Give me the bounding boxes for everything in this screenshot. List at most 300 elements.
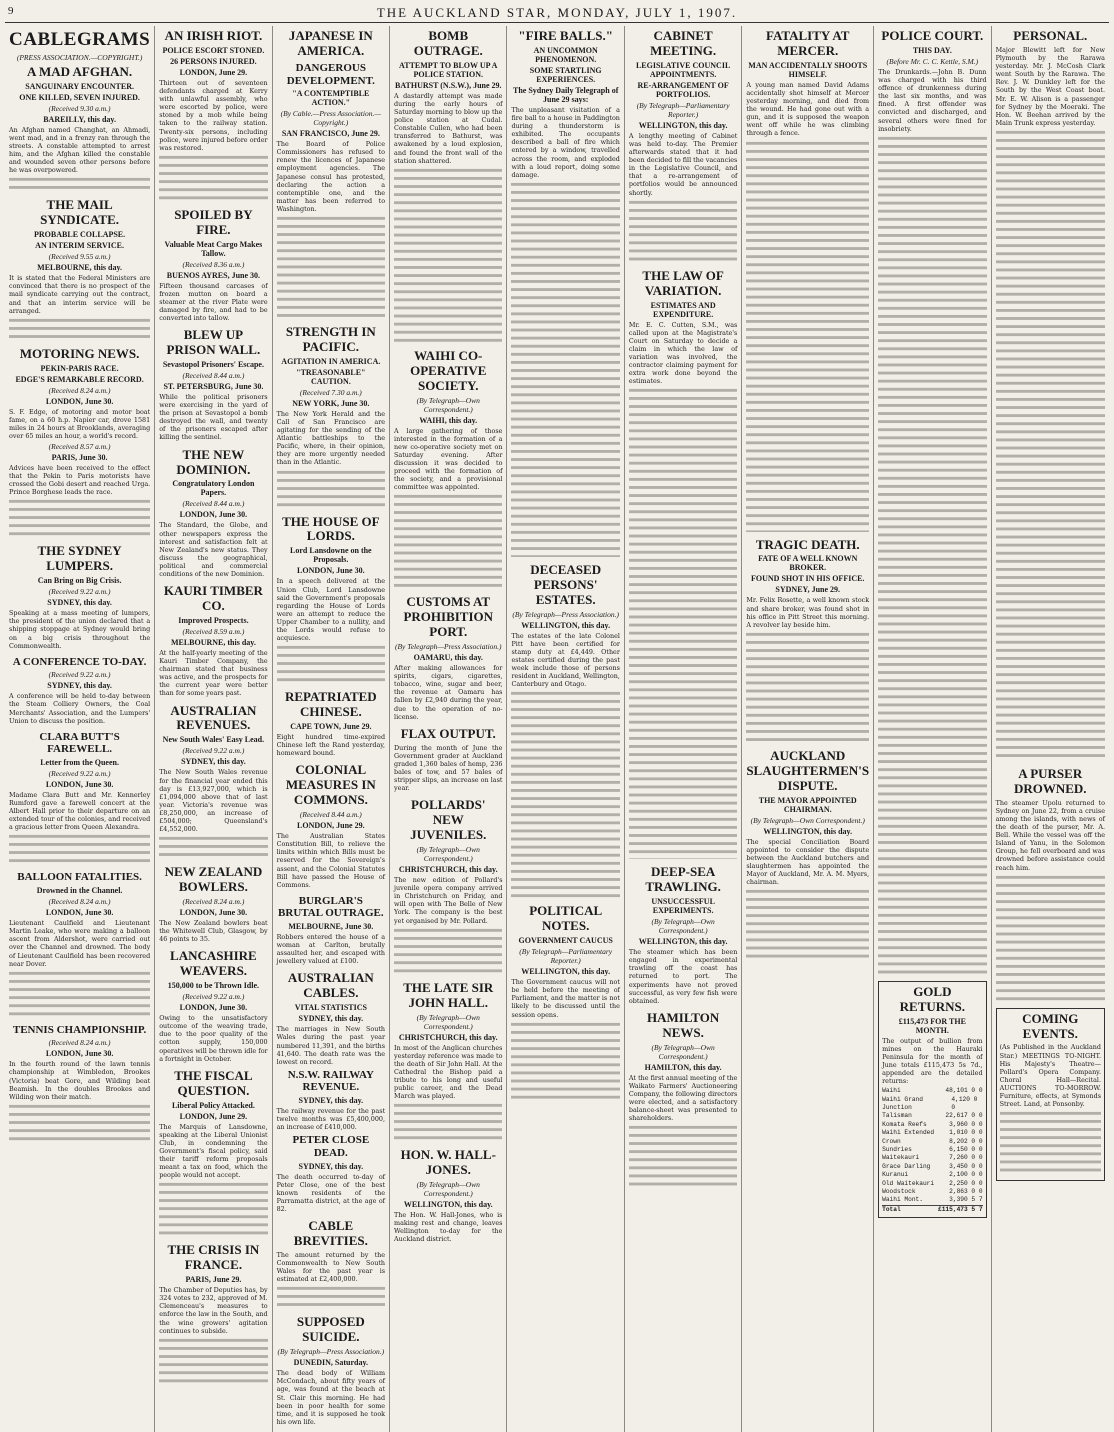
article-body: A large gathering of those interested in the formation of a new co-operative society met on Saturday evening. After discussion it was decided to proceed with the formation of the society, and a provisional committee was appointed.	[394, 426, 503, 492]
mine-value: 8,202 0 0	[949, 1137, 983, 1145]
article-body: The New Zealand bowlers beat the Whitewell Club, Glasgow, by 46 points to 35.	[159, 919, 268, 944]
headline: CLARA BUTT'S FAREWELL.	[39, 730, 120, 756]
dateline: LONDON, June 30.	[179, 510, 248, 520]
column-text-continuation	[394, 493, 502, 589]
dateline: DUNEDIN, Saturday.	[293, 1358, 369, 1368]
headline: "FIRE BALLS."	[518, 28, 613, 43]
article-mail-syndicate	[9, 198, 150, 340]
dateline: WELLINGTON, this day.	[638, 937, 728, 947]
column-text-continuation	[159, 1181, 267, 1237]
article-body: Mr. Felix Rosette, a well known stock and share broker, was found shot in his office in Pitt Street this morning. A revolver lay beside him.	[746, 596, 870, 629]
dateline: SYDNEY, this day.	[47, 681, 112, 691]
subheadline: Drowned in the Channel.	[36, 886, 123, 896]
article-repatriated-chinese	[277, 690, 385, 757]
article-deceased-estates	[511, 563, 619, 898]
article-flax-output	[394, 727, 502, 793]
masthead-title: THE AUCKLAND STAR, MONDAY, JULY 1, 1907.	[376, 5, 738, 20]
article-pacific	[277, 325, 385, 509]
article-body: The amount returned by the Commonwealth to New South Wales for the past year is estimated at £2,400,000.	[276, 1250, 386, 1284]
mine-value: 3,960 0 0	[949, 1120, 983, 1128]
headline: BURGLAR'S BRUTAL OUTRAGE.	[278, 894, 384, 920]
deck: "TREASONABLE" CAUTION.	[296, 367, 366, 386]
headline: A PURSER DROWNED.	[1013, 765, 1087, 796]
headline: THE CRISIS IN FRANCE.	[167, 1242, 260, 1273]
credit: (By Telegraph—Press Association.)	[512, 609, 619, 619]
article-body: Owing to the unsatisfactory outcome of the weaving trade, due to the poor quality of the cotton supply, 150,000 operatives will be thrown idle for a fortnight in October.	[159, 1014, 268, 1063]
column-text-continuation	[629, 1124, 737, 1188]
received-time: (Received 8.24 a.m.)	[48, 1038, 111, 1048]
article-personal	[996, 29, 1105, 761]
column-text-continuation	[511, 181, 619, 557]
dateline: LONDON, June 30.	[45, 780, 114, 790]
dateline: MELBOURNE, this day.	[170, 637, 256, 647]
received-time: (Received 8.44 a.m.)	[182, 371, 245, 380]
article-house-of-lords	[277, 515, 385, 685]
credit: (By Telegraph—Own Correspondent.)	[651, 1042, 715, 1061]
subheadline: THIS DAY.	[912, 45, 952, 55]
mine-name: Sundries	[882, 1145, 912, 1153]
headline: DECEASED PERSONS' ESTATES.	[530, 561, 602, 607]
mine-name: Waitekauri	[882, 1154, 920, 1162]
headline: THE LAW OF VARIATION.	[642, 267, 724, 298]
deck: AN INTERIM SERVICE.	[35, 241, 125, 251]
column-text-continuation	[996, 129, 1105, 761]
article-tennis	[9, 1024, 150, 1143]
gold-returns-row	[882, 1096, 982, 1113]
dateline: BATHURST (N.S.W.), June 29.	[394, 80, 502, 90]
headline: AUSTRALIAN REVENUES.	[170, 702, 257, 733]
subheadline: ESTIMATES AND EXPENDITURE.	[650, 300, 716, 319]
article-body: The output of bullion from mines on the Hauraki Peninsula for the month of June totals £115,473 5s 7d., appended are the detailed returns:	[882, 1036, 983, 1086]
article-body: During the month of June the Government grader at Auckland graded 1,360 bales of hemp, 236 bales of tow, and 57 bales of stripper slips, an increase on last year.	[394, 743, 503, 793]
article-prison-wall	[159, 328, 267, 441]
headline: THE MAIL SYNDICATE.	[40, 197, 120, 228]
article-body: The steamer which has been engaged in experimental trawling off the coast has returned to port. The experiments have not proved successful, as very few fish were obtained.	[628, 948, 738, 1005]
article-burglar	[277, 895, 385, 966]
dateline: WELLINGTON, this day.	[763, 826, 853, 836]
article-motoring	[9, 347, 150, 539]
gold-returns-row	[882, 1196, 982, 1204]
headline: JAPANESE IN AMERICA.	[288, 28, 373, 58]
mine-value: 7,260 0 0	[949, 1154, 983, 1162]
headline: HON. W. HALL-JONES.	[400, 1147, 496, 1178]
dateline: LONDON, June 30.	[45, 908, 114, 918]
article-irish-riot	[159, 29, 267, 202]
gold-returns-row	[882, 1163, 982, 1171]
received-time: (Received 8.57 a.m.)	[48, 442, 111, 451]
dateline: LONDON, June 30.	[45, 1049, 114, 1059]
article-hall-jones	[394, 1148, 502, 1243]
article-body: Advices have been received to the effect that the Pekin to Paris motorists have crossed the Gobi desert and reached Urga. Prince Borghese leads the race.	[9, 464, 151, 497]
mine-name: Old Waitekauri	[882, 1179, 935, 1187]
credit: (By Telegraph—Press Association.)	[277, 1347, 385, 1357]
mine-value: 3,450 0 0	[949, 1162, 983, 1170]
received-time: (Received 9.22 a.m.)	[182, 992, 245, 1002]
headline: THE HOUSE OF LORDS.	[282, 513, 380, 544]
article-body: A dastardly attempt was made during the early hours of Saturday morning to blow up the police station at Cudal. Constable Cullen, who had been transferred to Bathurst, was awakened by a loud explosion, and found the front wall of the station shattered.	[394, 91, 503, 165]
received-time: (Received 8.44 a.m.)	[182, 499, 245, 509]
article-body: Fifteen thousand carcases of frozen mutton on board a steamer at the river Plate were damaged by fire, and had to be converted into tallow.	[159, 281, 268, 323]
subheadline: Lord Lansdowne on the Proposals.	[290, 546, 372, 565]
article-body: The Australian States Constitution Bill, to relieve the limits within which Bills must be reserved for the Sovereign's assent, and the Colonial Statutes Bill have passed the House of Commons.	[276, 832, 386, 889]
subheadline: UNSUCCESSFUL EXPERIMENTS.	[651, 897, 715, 916]
gold-returns-row	[882, 1121, 982, 1129]
article-pollards	[394, 798, 502, 974]
dateline: WELLINGTON, this day.	[638, 120, 728, 130]
subheadline: VITAL STATISTICS	[294, 1003, 367, 1013]
dateline: SYDNEY, this day.	[298, 1096, 364, 1106]
deck: "A CONTEMPTIBLE ACTION."	[292, 89, 370, 108]
subheadline: GOVERNMENT CAUCUS	[518, 936, 613, 946]
headline: STRENGTH IN PACIFIC.	[285, 324, 376, 354]
article-crisis-france	[159, 1243, 267, 1384]
received-time: (Received 9.30 a.m.)	[48, 103, 111, 113]
dateline: LONDON, June 30.	[179, 908, 248, 918]
headline: BLEW UP PRISON WALL.	[166, 327, 261, 358]
article-cablegrams	[9, 29, 150, 192]
deck: ATTEMPT TO BLOW UP A POLICE STATION.	[399, 60, 498, 79]
article-cabinet-meeting	[629, 29, 737, 263]
subheadline: PROBABLE COLLAPSE.	[34, 230, 126, 240]
article-tragic-death	[746, 538, 869, 743]
article-body: At the first annual meeting of the Waikato Farmers' Auctioneering Company, the following directors were elected, and a satisfactory balance-sheet was presented to shareholders.	[628, 1073, 738, 1123]
headline: THE SYDNEY LUMPERS.	[37, 543, 122, 574]
article-body: The Government caucus will not be held before the meeting of Parliament, and the matter is not likely to be discussed until the session opens.	[511, 978, 620, 1019]
column-text-continuation	[746, 631, 869, 743]
column-text-continuation	[629, 199, 737, 263]
subheadline: Liberal Policy Attacked.	[171, 1100, 255, 1110]
dateline: OAMARU, this day.	[413, 653, 483, 663]
subheadline: THE MAYOR APPOINTED CHAIRMAN.	[758, 795, 857, 814]
article-body: The New South Wales revenue for the financial year ended this day is £13,927,000, which is £1,094,000 above that of last year. Victoria's revenue was £8,250,000, an increase of £504,000; Queensland's £4,552,000.	[159, 768, 268, 834]
dateline: PARIS, June 29.	[185, 1275, 242, 1285]
columns	[5, 26, 1109, 1426]
mine-value: 2,100 0 0	[949, 1171, 983, 1179]
column-text-continuation	[277, 1285, 385, 1309]
gold-returns-row	[882, 1146, 982, 1154]
article-supposed-suicide	[277, 1315, 385, 1426]
article-customs	[394, 595, 502, 720]
mine-value: 1,010 0 0	[949, 1129, 983, 1137]
article-body: Lieutenant Caulfield and Lieutenant Martin Leake, who were making a balloon ascent from Aldershot, were carried out over the Channel and drowned. The body of Lieutenant Caulfield has been recovered near Dover.	[9, 919, 151, 968]
headline: GOLD RETURNS.	[899, 983, 966, 1014]
article-kauri-timber	[159, 584, 267, 697]
article-body: Eight hundred time-expired Chinese left the Rand yesterday, homeward bound.	[276, 733, 386, 758]
gold-returns-total	[882, 1205, 982, 1214]
dateline: WAIHI, this day.	[419, 415, 478, 425]
article-body: The Hon. W. Hall-Jones, who is making rest and change, leaves Wellington to-day for the Auckland district.	[394, 1211, 503, 1244]
article-conference	[9, 656, 150, 725]
article-body: The Board of Police Commissioners has refused to renew the licences of Japanese employment agencies. The Japanese consul has protested, declaring the action a contemptible one, and the matter has been referred to Washington.	[276, 140, 386, 213]
headline: THE NEW DOMINION.	[176, 446, 251, 477]
headline: POLICE COURT.	[881, 28, 984, 43]
dateline: SYDNEY, this day.	[181, 757, 246, 767]
article-body: Major Blewitt left for New Plymouth by the Rarawa yesterday. Mr. J. McCosh Clark went South by the Rarawa. The Rev. J. W. Dunkley left for the South by the West Coast boat. Mr. E. W. Alison is a passenger for Sydney by the Moeraki. The Hon. W. Beehan arrived by the Main Trunk express yesterday.	[995, 45, 1105, 127]
article-body: The death occurred to-day of Peter Close, one of the best known residents of the Parramatta district, at the age of 82.	[276, 1172, 386, 1213]
mine-name: Waihi Mont.	[882, 1196, 923, 1204]
credit: (By Telegraph—Own Correspondent.)	[416, 1012, 480, 1031]
headline: CUSTOMS AT PROHIBITION PORT.	[403, 594, 494, 640]
dateline: LONDON, June 30.	[297, 566, 365, 576]
headline: TRAGIC DEATH.	[755, 536, 860, 552]
dateline: SYDNEY, June 29.	[775, 585, 841, 595]
received-time: (Received 8.36 a.m.)	[182, 259, 245, 269]
headline: BOMB OUTRAGE.	[413, 28, 483, 58]
mine-name: Grace Darling	[882, 1162, 931, 1170]
column-text-continuation	[629, 387, 737, 859]
subheadline: AN UNCOMMON PHENOMENON.	[533, 45, 598, 64]
gold-returns-row	[882, 1188, 982, 1196]
column-text-continuation	[394, 167, 502, 343]
credit: (By Cable.—Press Association.—Copyright.)	[280, 109, 382, 128]
article-japanese	[277, 29, 385, 319]
article-body: The Marquis of Lansdowne, speaking at the Liberal Unionist Club, in condemning the Government's fiscal policy, said their tariff reform proposals meant a tax on food, which the people would not accept.	[159, 1122, 268, 1180]
dateline: SAN FRANCISCO, June 29.	[281, 129, 380, 139]
headline: FLAX OUTPUT.	[400, 725, 496, 741]
article-body: In a speech delivered at the Union Club, Lord Lansdowne said the Government's proposals regarding the House of Lords were an attempt to reduce the Upper Chamber to a nullity, and the Lords would refuse to acquiesce.	[276, 577, 386, 643]
headline: BALLOON FATALITIES.	[17, 871, 142, 884]
article-body: The Drunkards.—John B. Dunn was charged with his third offence of drunkenness during the last six months, and was fined. A first offender was convicted and discharged, and several others were fined for insobriety.	[878, 67, 987, 133]
article-body: The Chamber of Deputies has, by 324 votes to 232, approved of M. Clemenceau's measures to enforce the law in the South, and the wine growers' agitation continues to subside.	[159, 1286, 268, 1335]
column-text-continuation	[277, 469, 385, 509]
subheadline: Congratulatory London Papers.	[172, 479, 255, 498]
subheadline: DANGEROUS DEVELOPMENT.	[286, 61, 375, 87]
headline: AUCKLAND SLAUGHTERMEN'S DISPUTE.	[746, 747, 870, 793]
credit: (By Telegraph—Parliamentary Reporter.)	[636, 100, 730, 119]
article-body: A young man named David Adams accidentally shot himself at Mercer yesterday morning, and died from the wound. He had gone out with a gun, and it is supposed the weapon went off while he was climbing through a fence.	[746, 80, 870, 138]
gold-returns-row	[882, 1154, 982, 1162]
credit: (By Telegraph—Parliamentary Reporter.)	[519, 947, 613, 966]
section-title: CABLEGRAMS	[9, 29, 151, 50]
article-australian-revenues	[159, 704, 267, 860]
article-cable-brevities	[277, 1219, 385, 1309]
subheadline: Improved Prospects.	[178, 615, 249, 625]
headline: WAIHI CO-OPERATIVE SOCIETY.	[410, 347, 487, 393]
article-body: In the fourth round of the lawn tennis championship at Wimbledon, Brookes (Victoria) beat Gore, and Wilding beat Beamish. In the doubles Brookes and Wilding won their match.	[9, 1060, 151, 1101]
article-body: The dead body of William McCondach, about fifty years of age, was found at the beach at St. Clair this morning. He had been in poor health for some time, and it is supposed he took his own life.	[276, 1369, 386, 1426]
headline: COLONIAL MEASURES IN COMMONS.	[285, 762, 376, 808]
received-time: (Received 9.55 a.m.)	[48, 252, 111, 262]
deck: FOUND SHOT IN HIS OFFICE.	[751, 574, 865, 584]
deck: RE-ARRANGEMENT OF PORTFOLIOS.	[637, 80, 729, 99]
mine-value: 2,250 0 0	[949, 1179, 983, 1187]
column-7	[742, 26, 874, 1432]
mine-name: Komata Reefs	[882, 1120, 927, 1128]
article-body: The New York Herald and the Call of San Francisco are agitating for the sending of the Atlantic battleships to the Pacific, where, in their opinion, they are more urgently needed than in the Atlantic.	[276, 409, 386, 467]
headline: THE FISCAL QUESTION.	[174, 1067, 253, 1098]
article-police-court	[878, 29, 986, 975]
subheadline: AGITATION IN AMERICA.	[281, 356, 381, 366]
column-text-continuation	[159, 835, 267, 859]
headline: N.S.W. RAILWAY REVENUE.	[287, 1068, 374, 1094]
headline: A CONFERENCE TO-DAY.	[12, 655, 147, 668]
article-bomb-outrage	[394, 29, 502, 343]
column-text-continuation	[394, 1102, 502, 1142]
mine-name: Waihi Grand Junction	[882, 1095, 923, 1111]
subheadline: Valuable Meat Cargo Makes Tallow.	[164, 239, 263, 258]
column-text-continuation	[511, 1021, 619, 1101]
headline: CABLE BREVITIES.	[293, 1218, 368, 1249]
received-time: (Received 8.44 a.m.)	[299, 810, 362, 820]
column-text-continuation	[9, 317, 150, 341]
article-body: While the political prisoners were exercising in the yard of the prison at Sevastopol a bomb destroyed the wall, and twenty of the prisoners escaped after killing the sentinel.	[159, 393, 268, 442]
dateline: LONDON, June 29.	[297, 821, 365, 831]
article-body: The steamer Upolu returned to Sydney on June 22, from a cruise among the islands, with news of the death of the purser, Mr. A. Bell. While the vessel was off the Island of Yanu, in the Solomon Group, he fell overboard and was drowned before assistance could reach him.	[995, 798, 1105, 872]
subheadline: Can Bring on Big Crisis.	[37, 576, 122, 586]
received-time: (Received 8.24 a.m.)	[48, 385, 111, 395]
credit: (By Telegraph—Own Correspondent.)	[416, 845, 480, 864]
credit: (By Telegraph—Own Correspondent.)	[651, 917, 715, 936]
received-time: (Received 8.24 a.m.)	[182, 897, 245, 907]
article-body: Madame Clara Butt and Mr. Kennerley Rumford gave a farewell concert at the Albert Hall prior to their departure on an extended tour of the colonies, and received a gracious letter from Queen Alexandra.	[9, 791, 151, 832]
received-time: (Received 8.59 a.m.)	[182, 626, 245, 636]
article-body: The new edition of Pollard's juvenile opera company arrived in Christchurch on Friday, and will open with The Belle of New York. The company is the best yet organised by Mr. Pollard.	[394, 876, 503, 925]
article-fire-balls	[511, 29, 619, 557]
received-time: (Received 9.22 a.m.)	[48, 769, 111, 779]
article-political-notes	[511, 904, 619, 1100]
column-text-continuation	[159, 154, 267, 202]
dateline: BUENOS AYRES, June 30.	[166, 270, 261, 280]
article-colonial-measures	[277, 763, 385, 888]
credit: (By Telegraph—Own Correspondent.)	[416, 1180, 480, 1199]
dateline: The Sydney Daily Telegraph of June 29 says:	[513, 85, 619, 104]
article-body: The unpleasant visitation of a fire ball to a house in Paddington during a thunderstorm is exhibited. The occupants described a ball of fire which entered by a window, travelled across the room, and exploded with a loud report, doing some damage.	[511, 105, 620, 179]
headline: SPOILED BY FIRE.	[174, 206, 253, 237]
dateline: WELLINGTON, this day.	[521, 620, 611, 630]
article-deep-sea-trawling	[629, 865, 737, 1005]
dateline: LONDON, June 29.	[179, 67, 248, 77]
subheadline: PEKIN-PARIS RACE.	[40, 363, 119, 373]
article-sir-john-hall	[394, 981, 502, 1143]
article-body: Robbers entered the house of a woman at Carlton, brutally assaulted her, and escaped with jewellery valued at £100.	[276, 933, 386, 966]
article-body: The special Conciliation Board appointed to consider the dispute between the Auckland butchers and slaughtermen has appointed the Mayor of Auckland, Mr. A. M. Myers, chairman.	[746, 837, 870, 887]
mine-value: 48,101 0 0	[945, 1087, 983, 1095]
mine-name: Waihi	[882, 1087, 901, 1095]
headline: A MAD AFGHAN.	[27, 63, 133, 79]
headline: TENNIS CHAMPIONSHIP.	[12, 1023, 147, 1036]
article-australian-cables	[277, 971, 385, 1213]
column-5	[507, 26, 624, 1432]
dateline: SYDNEY, this day.	[298, 1161, 364, 1171]
mine-name: Crown	[882, 1137, 901, 1145]
column-text-continuation	[277, 215, 385, 319]
article-body: Mr. E. C. Cutten, S.M., was called upon at the Magistrate's Court on Saturday to decide a claim in which the law of variation was involved, the contractor claiming payment for extra work done beyond the estimates.	[628, 320, 738, 386]
dateline: PARIS, June 30.	[51, 453, 108, 462]
mine-value: 22,617 0 0	[945, 1112, 983, 1120]
deck: EDGE'S REMARKABLE RECORD.	[15, 374, 144, 384]
column-4	[390, 26, 507, 1432]
column-text-continuation	[9, 176, 150, 192]
deck: 26 PERSONS INJURED.	[170, 56, 257, 66]
headline: HAMILTON NEWS.	[646, 1009, 720, 1040]
dateline: SYDNEY, this day.	[47, 598, 112, 608]
total-value: £115,473 5 7	[938, 1205, 983, 1213]
dateline: LONDON, June 30.	[179, 1003, 248, 1013]
article-new-dominion	[159, 448, 267, 579]
article-lancashire	[159, 949, 267, 1062]
column-9	[992, 26, 1109, 1432]
headline: POLLARDS' NEW JUVENILES.	[410, 797, 487, 843]
column-2	[155, 26, 272, 1432]
article-waihi	[394, 349, 502, 590]
credit: (PRESS ASSOCIATION.—COPYRIGHT.)	[16, 52, 143, 62]
column-text-continuation	[996, 874, 1105, 1002]
headline: KAURI TIMBER CO.	[163, 583, 263, 614]
article-balloon	[9, 871, 150, 1017]
column-text-continuation	[1000, 1110, 1101, 1174]
article-spoiled-by-fire	[159, 208, 267, 322]
article-fatality-mercer	[746, 29, 869, 532]
deck: ONE KILLED, SEVEN INJURED.	[19, 92, 140, 102]
headline: COMING EVENTS.	[1022, 1010, 1079, 1041]
article-body: The Standard, the Globe, and other newspapers express the interest and satisfaction felt at New Zealand's new status. They discuss the geographical, political and commercial conditions of the new Dominion.	[159, 521, 268, 578]
article-body: The railway revenue for the past twelve months was £5,400,000, an increase of £410,000.	[276, 1107, 386, 1132]
column-6	[625, 26, 742, 1432]
credit: (By Telegraph—Press Association.)	[394, 642, 502, 652]
column-text-continuation	[746, 140, 869, 532]
deck: SOME STARTLING EXPERIENCES.	[529, 65, 602, 84]
gold-returns-row	[882, 1138, 982, 1146]
column-text-continuation	[9, 833, 150, 865]
coming-events-box	[996, 1008, 1105, 1182]
mine-value: 6,150 0 0	[949, 1145, 983, 1153]
mine-value: 4,120 0 0	[951, 1095, 978, 1111]
article-body: In most of the Anglican churches yesterday reference was made to the death of Sir John Hall. At the Cathedral the Bishop paid a tribute to his long and useful public career, and the Dead March was played.	[394, 1043, 503, 1101]
article-fiscal	[159, 1069, 267, 1238]
gold-returns-table	[882, 1087, 982, 1214]
headline: PERSONAL.	[1013, 28, 1088, 43]
masthead	[5, 4, 1109, 23]
headline: NEW ZEALAND BOWLERS.	[164, 864, 263, 895]
article-body: (As Published in the Auckland Star.) MEETINGS TO-NIGHT. His Majesty's Theatre—Pollard's Opera Company. Choral Hall—Recital. AUCTIONS TO-MORROW. Furniture, effects, at Symonds Street. Land, at Ponsonby.	[999, 1043, 1101, 1109]
received-time: (Received 9.22 a.m.)	[48, 587, 111, 597]
subheadline: LEGISLATIVE COUNCIL APPOINTMENTS.	[635, 60, 731, 79]
article-body: The estates of the late Colonel Pitt have been certified for stamp duty at £4,449. Other estates certified during the past week include those of persons resident in Auckland, Wellington, Canterbury and Otago.	[511, 631, 620, 689]
article-hamilton-news	[629, 1011, 737, 1188]
column-8	[874, 26, 991, 1432]
headline: AUSTRALIAN CABLES.	[287, 970, 374, 1001]
subheadline: 150,000 to be Thrown Idle.	[167, 981, 260, 991]
subheadline: MAN ACCIDENTALLY SHOOTS HIMSELF.	[748, 60, 868, 79]
headline: REPATRIATED CHINESE.	[284, 689, 377, 720]
article-clara-butt	[9, 731, 150, 866]
dateline: WELLINGTON, this day.	[403, 1200, 493, 1210]
headline: POLITICAL NOTES.	[529, 903, 603, 934]
column-text-continuation	[746, 888, 869, 960]
dateline: CAPE TOWN, June 29.	[290, 722, 372, 732]
subheadline: Letter from the Queen.	[40, 758, 119, 768]
article-body: It is stated that the Federal Ministers are convinced that there is no prospect of the mail syndicate carrying out the contract, and that an interim service will be arranged.	[9, 274, 151, 315]
mine-name: Waihi Extended	[882, 1129, 935, 1137]
subheadline: SANGUINARY ENCOUNTER.	[25, 81, 134, 91]
received-time: (Received 7.30 a.m.)	[299, 387, 362, 397]
mine-name: Kuranui	[882, 1171, 909, 1179]
gold-returns-row	[882, 1171, 982, 1179]
column-text-continuation	[394, 927, 502, 975]
subheadline: New South Wales' Easy Lead.	[162, 735, 265, 745]
article-body: Thirteen out of seventeen defendants charged at Kerry with unlawful assembly, who were escorted by police, were stoned by a mob while being taken to the railway station. Twenty-six persons, including police, were injured before order was restored.	[159, 78, 268, 152]
dateline: CHRISTCHURCH, this day.	[398, 865, 498, 875]
deck: (Before Mr. C. C. Kettle, S.M.)	[886, 56, 979, 66]
headline: LANCASHIRE WEAVERS.	[170, 948, 257, 979]
column-text-continuation	[9, 1103, 150, 1143]
credit: (By Telegraph—Own Correspondent.)	[750, 815, 865, 825]
mine-value: 3,390 5 7	[949, 1196, 983, 1204]
article-slaughtermen	[746, 749, 869, 960]
article-body: At the half-yearly meeting of the Kauri Timber Company, the chairman stated that business was active, and the prospects for the current year were better than for some years past.	[159, 648, 268, 698]
column-text-continuation	[511, 690, 619, 898]
article-purser-drowned	[996, 767, 1105, 1002]
